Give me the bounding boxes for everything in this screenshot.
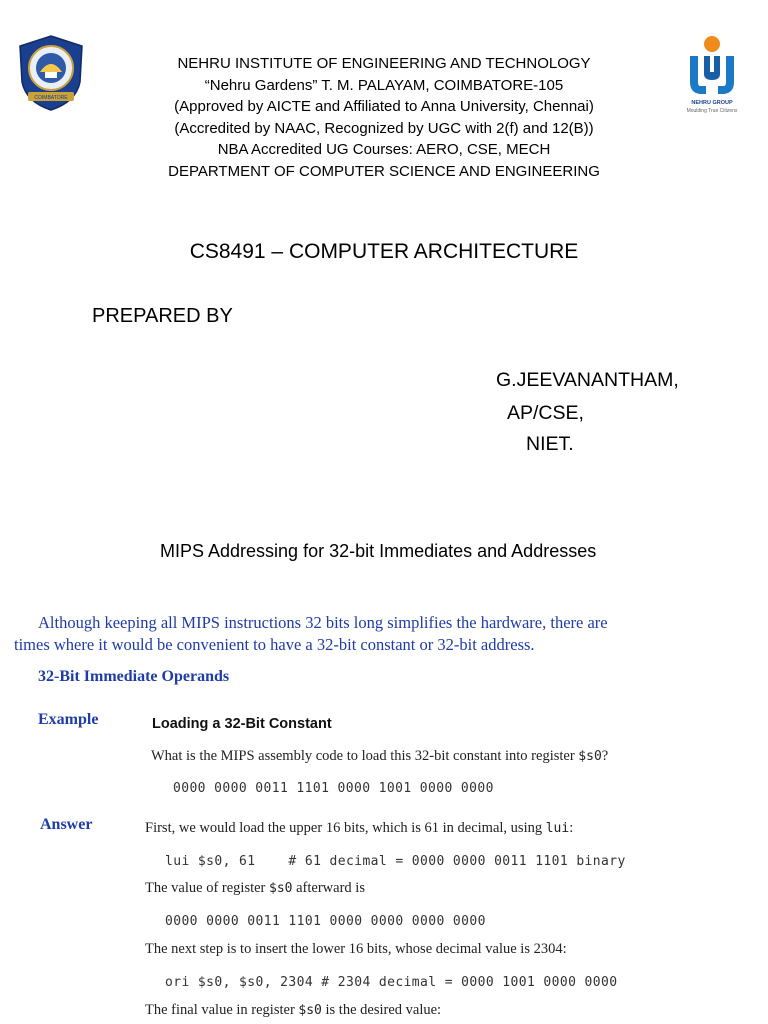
answer-code-lui: lui $s0, 61 # 61 decimal = 0000 0000 0011 1101 binary (165, 854, 626, 869)
logo-tagline: Moulding True Citizens (686, 108, 738, 114)
author-institution: NIET. (526, 433, 574, 455)
answer-line-2 (145, 880, 365, 897)
example-question (151, 748, 608, 765)
institute-header (0, 53, 768, 182)
answer-line-2-register: $s0 (269, 881, 293, 896)
question-suffix: ? (601, 748, 609, 764)
answer-line-4-text: The final value in register (145, 1002, 299, 1018)
answer-line-3: The next step is to insert the lower 16 bits, whose decimal value is 2304: (145, 941, 567, 957)
question-text: What is the MIPS assembly code to load this 32-bit constant into register (151, 748, 579, 764)
emblem-banner-text: COIMBATORE (34, 95, 68, 101)
intro-line-1: Although keeping all MIPS instructions 32 bits long simplifies the hardware, there are (38, 613, 608, 632)
section-heading: 32-Bit Immediate Operands (38, 668, 230, 685)
prepared-by-label: PREPARED BY (92, 305, 233, 327)
header-line-accreditation: (Accredited by NAAC, Recognized by UGC with 2(f) and 12(B)) (174, 119, 594, 137)
header-line-nba-courses: NBA Accredited UG Courses: AERO, CSE, MECH (217, 141, 551, 158)
answer-value-after-lui: 0000 0000 0011 1101 0000 0000 0000 0000 (165, 914, 486, 929)
course-title: CS8491 – COMPUTER ARCHITECTURE (189, 240, 579, 263)
answer-line-1 (145, 820, 573, 837)
example-label: Example (38, 711, 99, 728)
answer-code-ori: ori $s0, $s0, 2304 # 2304 decimal = 0000 1001 0000 0000 (165, 975, 618, 990)
answer-label: Answer (40, 816, 93, 833)
answer-line-2-text: The value of register (145, 880, 270, 896)
example-title: Loading a 32-Bit Constant (152, 716, 332, 732)
answer-line-2-suffix: afterward is (292, 880, 365, 896)
header-line-institute-name: NEHRU INSTITUTE OF ENGINEERING AND TECHNOLOGY (177, 55, 591, 72)
example-constant: 0000 0000 0011 1101 0000 1001 0000 0000 (173, 781, 494, 796)
answer-line-4-suffix: is the desired value: (321, 1002, 442, 1018)
question-register: $s0 (578, 749, 602, 764)
answer-line-4-register: $s0 (298, 1003, 322, 1018)
header-line-department: DEPARTMENT OF COMPUTER SCIENCE AND ENGINEERING (168, 162, 600, 180)
author-name: G.JEEVANANTHAM, (496, 369, 679, 391)
answer-line-1-text: First, we would load the upper 16 bits, which is 61 in decimal, using (145, 820, 546, 836)
header-line-address: “Nehru Gardens” T. M. PALAYAM, COIMBATORE-105 (204, 76, 564, 94)
logo-wordmark: NEHRU GROUP (691, 100, 733, 106)
answer-line-1-code: lui (545, 821, 570, 836)
answer-line-4 (145, 1002, 441, 1019)
author-designation: AP/CSE, (507, 402, 584, 424)
answer-line-1-suffix: : (569, 820, 574, 836)
header-line-approval: (Approved by AICTE and Affiliated to Anna University, Chennai) (174, 98, 594, 115)
intro-line-2: times where it would be convenient to have a 32-bit constant or 32-bit address. (14, 635, 535, 654)
topic-title: MIPS Addressing for 32-bit Immediates and Addresses (160, 541, 597, 561)
